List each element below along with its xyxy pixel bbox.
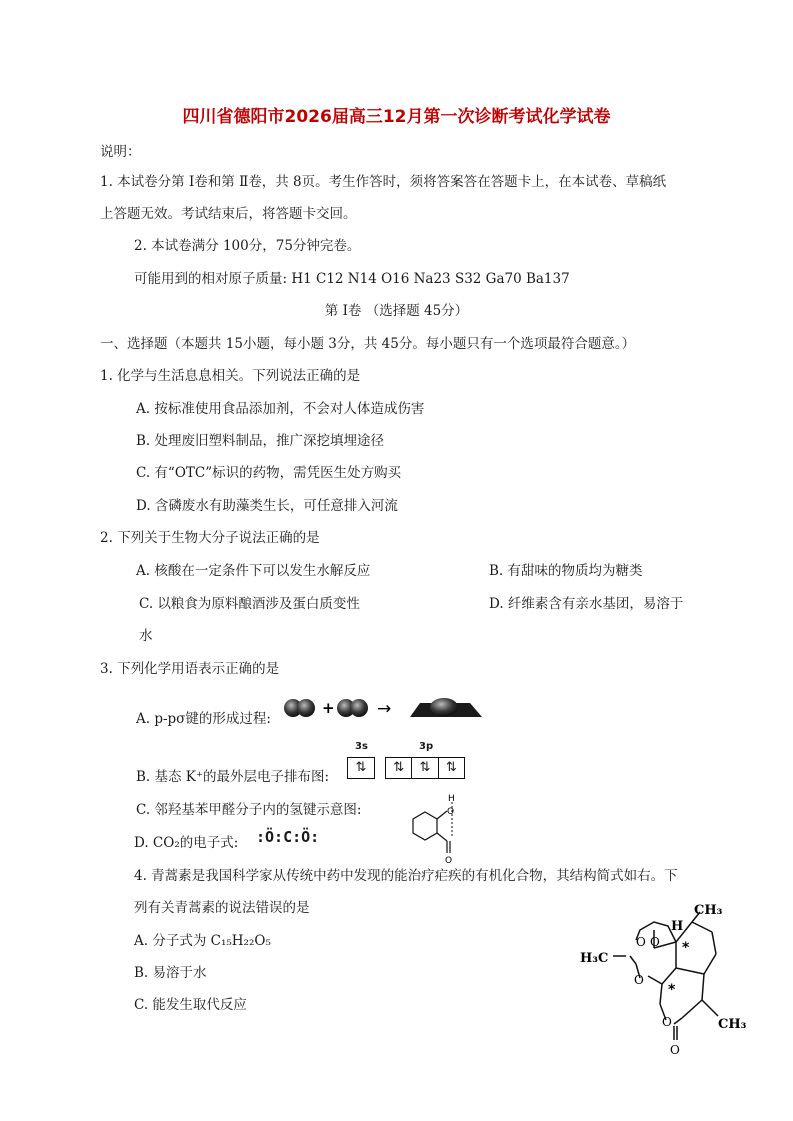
o-label: O	[650, 935, 660, 949]
notes-line2: 2. 本试卷满分 100分，75分钟完卷。	[134, 238, 361, 254]
h-label: H	[671, 919, 684, 934]
chiral-star: *	[668, 982, 676, 998]
o-atom-label: O	[447, 807, 455, 817]
q4-stem-cont: 列有关青蒿素的说法错误的是	[134, 900, 310, 916]
bond-line	[674, 1018, 682, 1024]
q3-option-a: A. p-pσ键的形成过程:	[136, 711, 271, 727]
q3-option-b: B. 基态 K⁺的最外层电子排布图:	[136, 769, 330, 785]
q1-option-a: A. 按标准使用食品添加剂，不会对人体造成伤害	[136, 401, 425, 417]
orbital-diagram	[347, 741, 472, 781]
co2-electron-formula: :Ö:C:Ö:	[256, 828, 320, 846]
volume-title: 第 Ⅰ卷 （选择题 45分）	[324, 303, 469, 319]
orbital-cell: ⇅	[386, 758, 412, 778]
h3c-label: H₃C	[580, 951, 609, 966]
q1-option-d: D. 含磷废水有助藻类生长，可任意排入河流	[136, 498, 398, 514]
bond-line	[682, 1000, 702, 1018]
bond-line	[660, 984, 662, 1004]
notes-heading: 说明：	[100, 144, 141, 160]
p-orbital-lobe	[350, 699, 368, 717]
q2-option-a: A. 核酸在一定条件下可以发生水解反应	[136, 563, 371, 579]
label-3p: 3p	[419, 741, 434, 752]
sigma-overlap	[430, 698, 458, 716]
ch3-label: CH₃	[718, 1017, 747, 1032]
q2-option-c: C. 以粮食为原料酿酒涉及蛋白质变性	[139, 596, 360, 612]
plus-sign: +	[322, 699, 335, 717]
bond-line	[712, 932, 716, 954]
q2-option-d-cont: 水	[139, 628, 153, 644]
q2-option-b: B. 有甜味的物质均为糖类	[489, 563, 643, 579]
label-3s: 3s	[355, 741, 368, 752]
page-title: 四川省德阳市2026届高三12月第一次诊断考试化学试卷	[182, 107, 611, 127]
q1-stem: 1. 化学与生活息息相关。下列说法正确的是	[100, 368, 361, 384]
o-label: O	[634, 973, 644, 987]
bond-line	[702, 1000, 718, 1016]
ch3-label: CH₃	[694, 903, 723, 918]
part-title: 一、选择题（本题共 15小题，每小题 3分，共 45分。每小题只有一个选项最符合题意。）	[100, 336, 636, 352]
p-p-sigma-figure	[282, 693, 492, 723]
atomic-masses: 可能用到的相对原子质量: H1 C12 N14 O16 Na23 S32 Ga70 Ba137	[134, 271, 570, 287]
orbital-cell: ⇅	[445, 760, 457, 775]
q4-option-a: A. 分子式为 C₁₅H₂₂O₅	[134, 933, 271, 949]
orbital-box-3s: ⇅	[347, 757, 375, 779]
q3-option-d: D. CO₂的电子式:	[134, 835, 239, 851]
notes-line1-cont: 上答题无效。考试结束后，将答题卡交回。	[100, 206, 357, 222]
q4-option-c: C. 能发生取代反应	[134, 997, 247, 1013]
o-label: O	[670, 1043, 680, 1057]
o-atom-label: O	[445, 856, 453, 865]
q2-stem: 2. 下列关于生物大分子说法正确的是	[100, 530, 320, 546]
bond-line	[702, 974, 704, 1000]
bond-line	[437, 833, 447, 841]
h-atom-label: H	[448, 794, 455, 804]
bond-line	[630, 956, 636, 964]
benzene-ring	[413, 812, 437, 840]
orbital-cell: ⇅	[412, 758, 438, 778]
orbital-box-3p	[385, 757, 465, 779]
hydroxybenzaldehyde-structure	[405, 790, 475, 865]
q4-stem: 4. 青蒿素是我国科学家从传统中药中发现的能治疗疟疾的有机化合物，其结构简式如右。下	[134, 868, 678, 884]
q2-option-d: D. 纤维素含有亲水基团，易溶于	[489, 596, 684, 612]
q4-option-b: B. 易溶于水	[134, 965, 207, 981]
p-orbital-lobe	[297, 699, 315, 717]
notes-line1: 1. 本试卷分第 Ⅰ卷和第 Ⅱ卷，共 8页。考生作答时，须将答案答在答题卡上，在本试卷、草稿纸	[100, 174, 667, 190]
q3-stem: 3. 下列化学用语表示正确的是	[100, 661, 280, 677]
q3-option-c: C. 邻羟基苯甲醛分子内的氢键示意图:	[136, 802, 362, 818]
o-label: O	[662, 1015, 672, 1029]
bond-line	[704, 954, 716, 974]
q1-option-c: C. 有“OTC”标识的药物，需凭医生处方购买	[136, 465, 402, 481]
bond-line	[692, 922, 712, 932]
artemisinin-structure	[578, 900, 748, 1058]
bond-line	[437, 811, 447, 819]
o-label: O	[636, 935, 646, 949]
chiral-star: *	[682, 940, 690, 956]
bond-line	[648, 976, 662, 984]
q1-option-b: B. 处理废旧塑料制品，推广深挖填埋途径	[136, 433, 385, 449]
bond-line	[676, 968, 704, 974]
reaction-arrow: →	[377, 699, 392, 719]
